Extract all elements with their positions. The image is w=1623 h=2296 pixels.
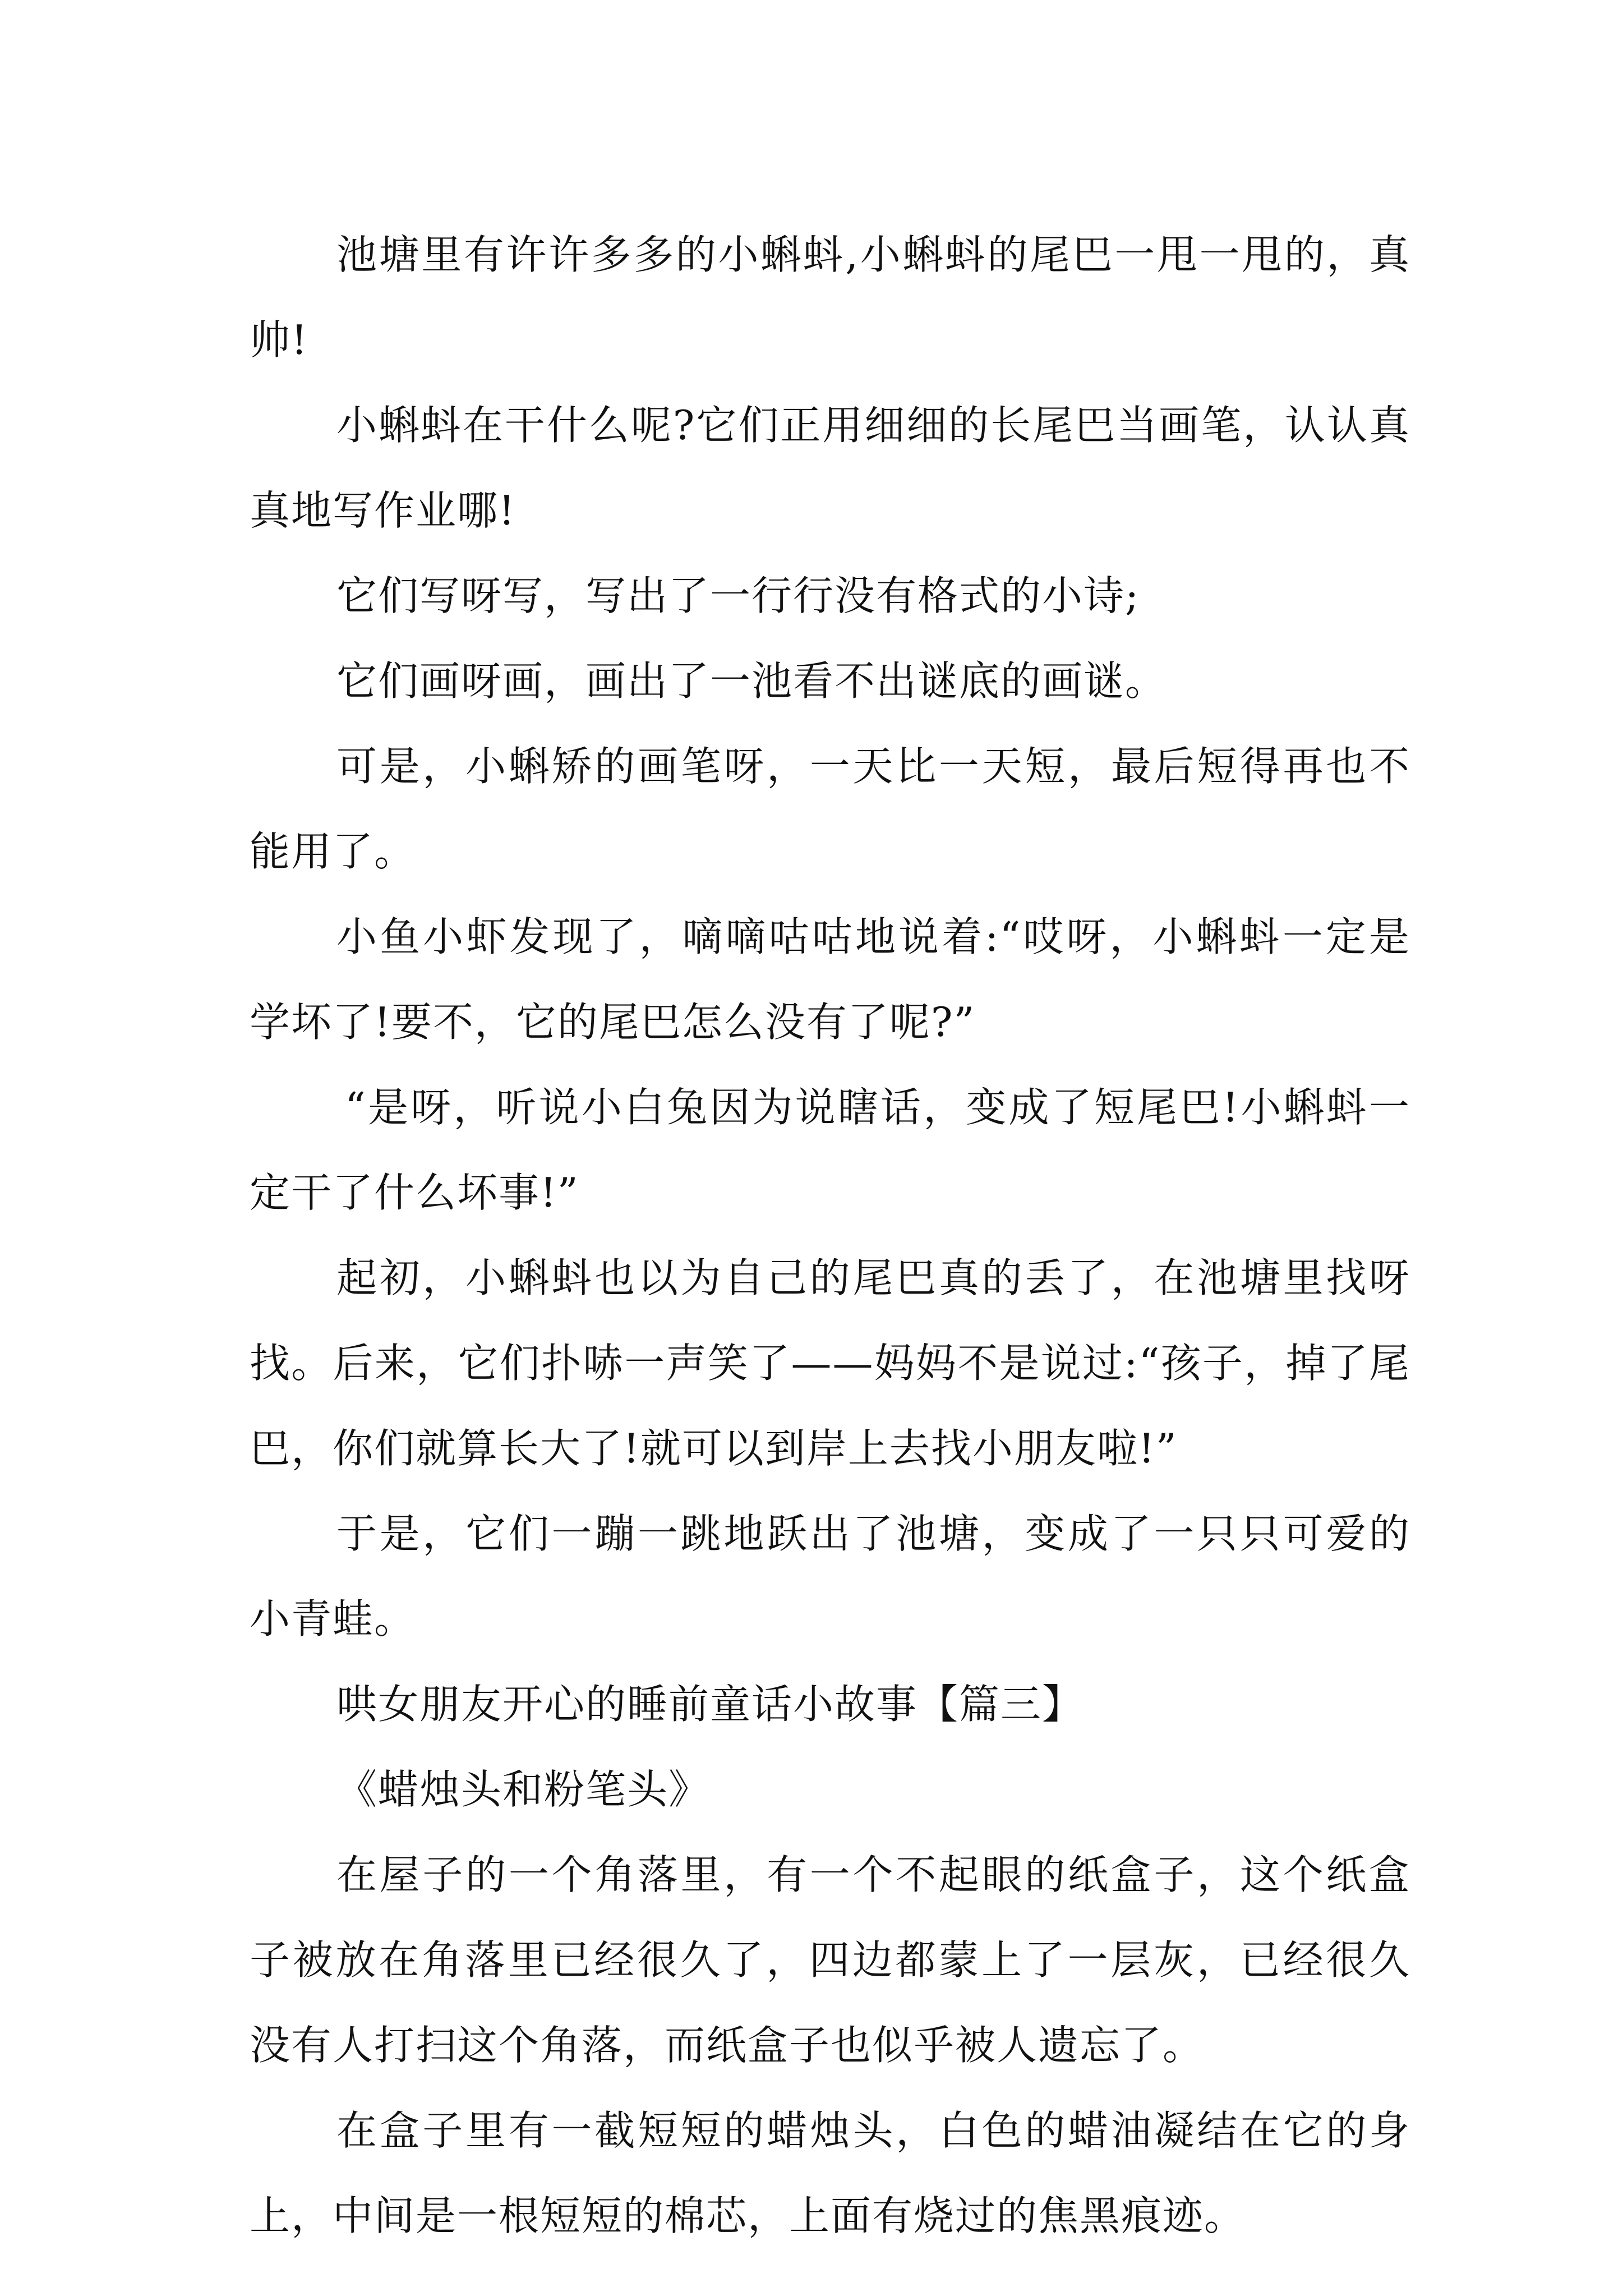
paragraph-writing-poems: 它们写呀写，写出了一行行没有格式的小诗; [336,572,1140,619]
paragraph-tails-shorter: 可是，小蝌矫的画笔呀，一天比一天短，最后短得再也不能用了。 [250,743,1410,875]
paragraph-growing-up: 起初，小蝌蚪也以为自己的尾巴真的丢了，在池塘里找呀找。后来，它们扑哧一声笑了——妈妈不是说过:“孩子，掉了尾巴，你们就算长大了!就可以到岸上去找小朋友啦!” [250,1254,1410,1472]
paragraph-fish-shrimp-talk: 小鱼小虾发现了，嘀嘀咕咕地说着:“哎呀，小蝌蚪一定是学坏了!要不，它的尾巴怎么没有了呢?” [250,913,1410,1046]
paragraph-candle-stub: 在盒子里有一截短短的蜡烛头，白色的蜡油凝结在它的身上，中间是一根短短的棉芯，上面有烧过的焦黑痕迹。 [250,2107,1410,2239]
story-title: 《蜡烛头和粉笔头》 [336,1766,711,1813]
paragraph-drawing-riddles: 它们画呀画，画出了一池看不出谜底的画谜。 [336,657,1167,705]
section-heading: 哄女朋友开心的睡前童话小故事【篇三】 [336,1681,1084,1728]
paragraph-little-frogs: 于是，它们一蹦一跳地跃出了池塘，变成了一只只可爱的小青蛙。 [250,1510,1410,1642]
paragraph-tadpoles-in-pond: 池塘里有许许多多的小蝌蚪,小蝌蚪的尾巴一甩一甩的，真帅! [250,231,1410,364]
paragraph-paper-box: 在屋子的一个角落里，有一个不起眼的纸盒子，这个纸盒子被放在角落里已经很久了，四边都蒙上了一层灰，已经很久没有人打扫这个角落，而纸盒子也似乎被人遗忘了。 [250,1851,1410,2069]
paragraph-tadpoles-homework: 小蝌蚪在干什么呢?它们正用细细的长尾巴当画笔，认认真真地写作业哪! [250,402,1410,534]
paragraph-white-rabbit: “是呀，听说小白兔因为说瞎话，变成了短尾巴!小蝌蚪一定干了什么坏事!” [250,1084,1410,1216]
document-body [250,212,1410,2258]
